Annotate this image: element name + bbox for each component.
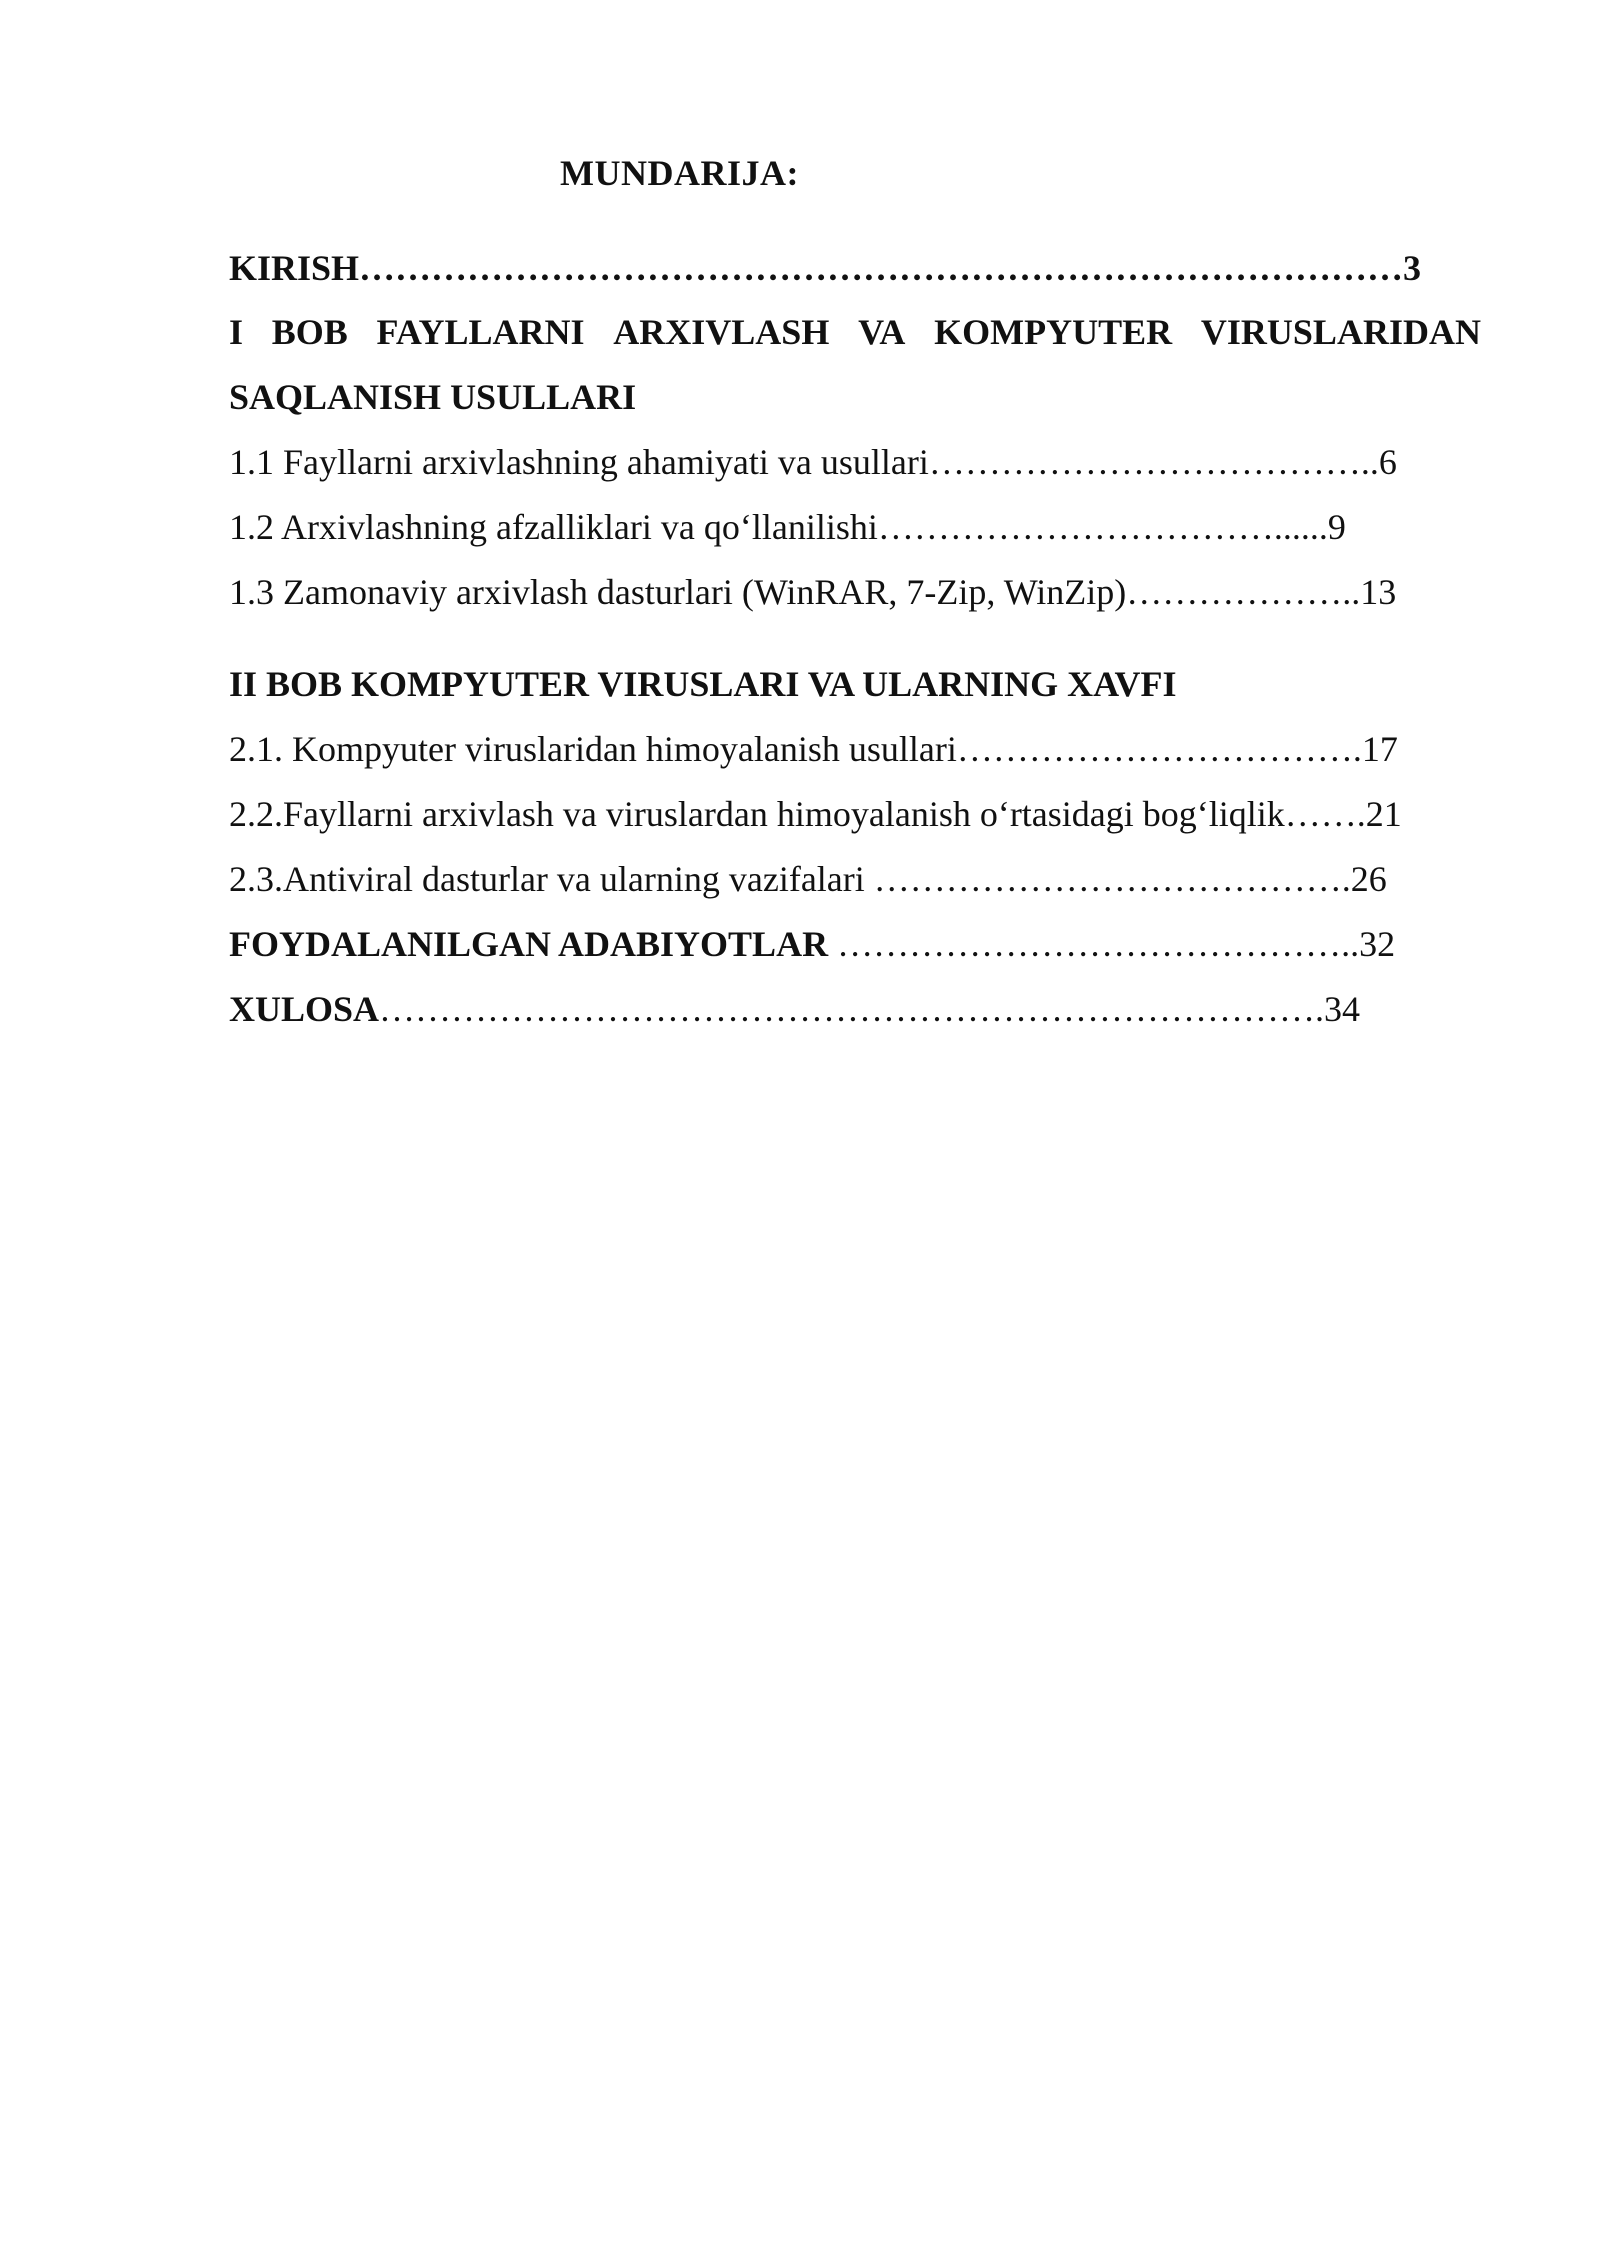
- toc-chapter2-heading: II BOB KOMPYUTER VIRUSLARI VA ULARNING XAVFI: [229, 664, 1177, 704]
- chapter1-word: BOB: [271, 312, 348, 352]
- xulosa-leader: …………………………………………………………………….34: [379, 989, 1361, 1029]
- chapter1-word: VIRUSLARIDAN: [1200, 312, 1481, 352]
- chapter1-word: VA: [858, 312, 906, 352]
- toc-entry-1-2: 1.2 Arxivlashning afzalliklari va qo‘llanilishi……………………………......9: [229, 507, 1346, 547]
- toc-chapter1-heading-line2: SAQLANISH USULLARI: [229, 377, 637, 417]
- toc-entry-references: [229, 922, 1395, 966]
- xulosa-label: XULOSA: [229, 989, 380, 1029]
- toc-title: MUNDARIJA:: [560, 153, 799, 193]
- toc-entry-2-3: 2.3.Antiviral dasturlar va ularning vazifalari ………………………………….26: [229, 859, 1387, 899]
- toc-entry-2-2: 2.2.Fayllarni arxivlash va viruslardan himoyalanish o‘rtasidagi bog‘liqlik…….21: [229, 794, 1402, 834]
- references-leader: ……………………………………..32: [828, 924, 1396, 964]
- toc-chapter1-heading-line1: [229, 310, 1481, 354]
- toc-entry-1-1: 1.1 Fayllarni arxivlashning ahamiyati va usullari………………………………..6: [229, 442, 1397, 482]
- chapter1-word: ARXIVLASH: [613, 312, 830, 352]
- toc-entry-xulosa: [229, 987, 1360, 1031]
- references-label: FOYDALANILGAN ADABIYOTLAR: [229, 924, 829, 964]
- toc-entry-1-3: 1.3 Zamonaviy arxivlash dasturlari (WinRAR, 7-Zip, WinZip)………………..13: [229, 572, 1397, 612]
- toc-entry-kirish: KIRISH……………………………………………………………………………3: [229, 248, 1422, 288]
- toc-entry-2-1: 2.1. Kompyuter viruslaridan himoyalanish usullari…………………………….17: [229, 729, 1398, 769]
- chapter1-word: I: [229, 312, 244, 352]
- chapter1-word: KOMPYUTER: [934, 312, 1173, 352]
- chapter1-word: FAYLLARNI: [376, 312, 585, 352]
